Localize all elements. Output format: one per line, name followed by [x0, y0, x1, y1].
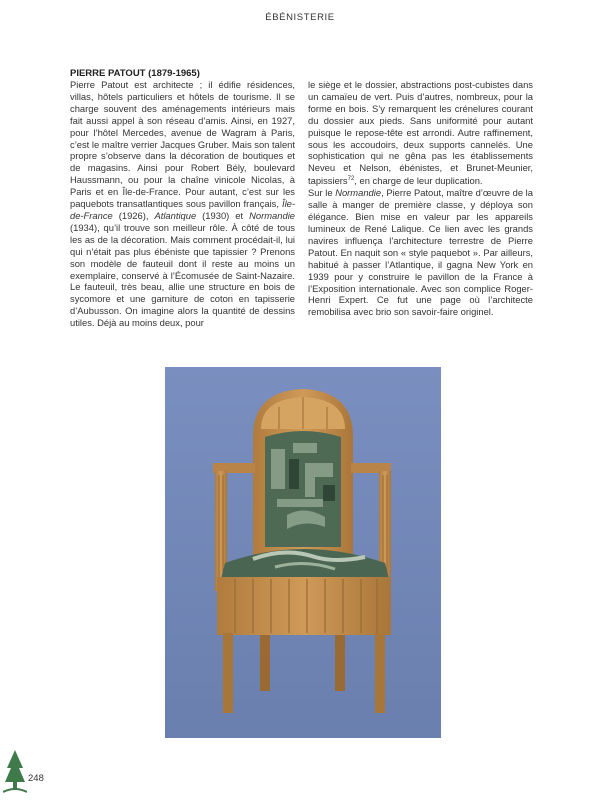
ship-name: Normandie [335, 187, 382, 199]
paragraph: le siège et le dossier, abstractions post-cubistes dans un camaïeu de vert. Puis d’autres, nombreux, pour la forme en bois. S’y remarquent les crénelures courant du dossier aux pieds. Sans uniformité pour autant puisque le repose-tête est arrondi. Autre raffinement, sous les accoudoirs, deux supports cannelés. Une sophistication qui ne gêna pas les établissements Neveu et Nelson, ébénistes, et Brunet-Meunier, tapissiers$^{72}$, en charge de leur duplication. [308, 79, 533, 187]
tree-ornament-icon [3, 748, 27, 794]
section-header: ÉBÉNISTERIE [265, 12, 335, 23]
ship-name: Île-de-France [70, 198, 295, 221]
paragraph: Pierre Patout est architecte ; il édifie résidences, villas, hôtels particuliers et hôtels de tourisme. Il se charge souvent des aménagements intérieurs mais fait aussi appel à son réseau d’amis. Ainsi, en 1927, pour l’hôtel Mercedes, avenue de Wagram à Paris, c’est le maître verrier Jacques Gruber. Mais son talent propre s’observe dans la décoration de boutiques et de magasins. Ainsi pour Robert Bély, boulevard Haussmann, ou pour la chaîne vinicole Nicolas, à Paris et en Île-de-France. Pour autant, c’est sur les paquebots transatlantiques sous pavillon français, Île-de-France (1926), Atlantique (1930) et Normandie (1934), qu’il trouve son meilleur rôle. À côté de tous les as de la décoration. Mais comment procédait-il, lui qui n’était pas plus ébéniste que tapissier ? Prenons son modèle de fauteuil dont il reste au moins un exemplaire, conservé à l’Écomusée de Saint-Nazaire. Le fauteuil, très beau, allie une structure en bois de sycomore et une garniture de coton en tapisserie d’Aubusson. On imagine alors la quantité de dessins utiles. Déjà au moins deux, pour [70, 79, 295, 329]
ship-name: Normandie [249, 209, 295, 221]
footnote-ref[interactable]: 72 [347, 176, 355, 183]
article-heading: PIERRE PATOUT (1879-1965) [70, 68, 200, 79]
armchair-photo [165, 367, 441, 738]
page-number: 248 [28, 773, 44, 784]
ship-name: Atlantique [154, 209, 197, 221]
text-column-right [308, 79, 533, 318]
paragraph: Sur le Normandie, Pierre Patout, maître d’œuvre de la salle à manger de première classe, y déploya son élégance. Bien mise en valeur par les appareils lumineux de René Lalique. Ce lien avec les grands navires influença l’architecture terrestre de Pierre Patout. En naquit son « style paquebot ». Par ailleurs, habitué à passer l’Atlantique, il gagna New York en 1939 pour y construire le pavillon de la France à l’Exposition internationale. Avec son complice Roger-Henri Expert. Ce fut une page où l’architecte remobilisa avec brio son savoir-faire originel. [308, 187, 533, 318]
text-column-left [70, 79, 295, 329]
